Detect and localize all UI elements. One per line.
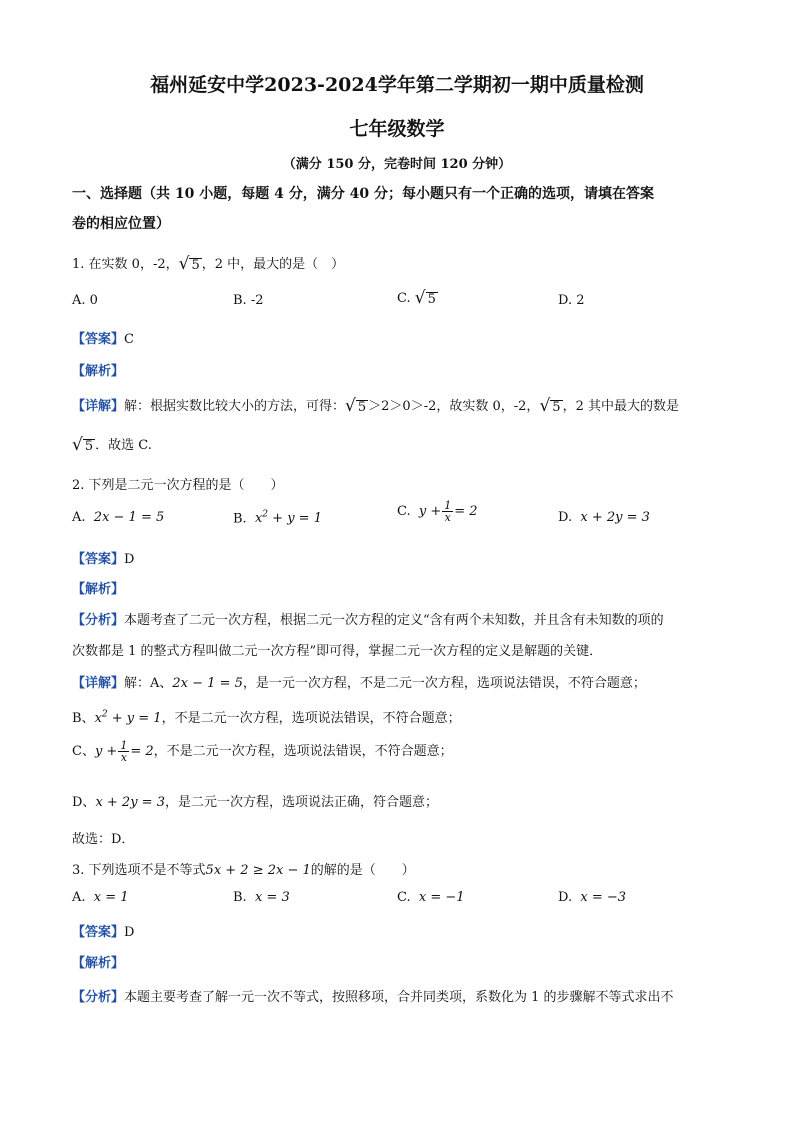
q2-conclusion: 故选：D．: [72, 832, 135, 847]
q1-detail-end: √ 5 ．故选 C.: [72, 435, 152, 455]
q2-detail-a: 【详解】解：A、2x − 1 = 5，是一元一次方程，不是二元一次方程，选项说法错误，不符合题意；: [72, 676, 646, 691]
q1-answer: 【答案】C: [72, 332, 134, 347]
q3-option-d: D. x = −3: [558, 890, 627, 905]
q2-option-b: B. $x^2 + y = 1$: [233, 510, 322, 527]
q1-option-a: A. 0: [72, 293, 98, 308]
q2-fenxi: 【分析】本题考查了二元一次方程，根据二元一次方程的定义“含有两个未知数，并且含有未知数的项的: [72, 613, 664, 628]
sqrt-symbol: √ 5: [178, 254, 200, 274]
q2-answer: 【答案】D: [72, 552, 135, 567]
q2-option-a: A. 2x − 1 = 5: [72, 510, 165, 525]
q3-fenxi: 【分析】本题主要考查了解一元一次不等式，按照移项，合并同类项，系数化为 1 的步骤解不等式求出不: [72, 990, 674, 1005]
section-heading: [72, 183, 654, 203]
sqrt-symbol: √ 5: [345, 396, 367, 416]
exam-note: （满分 150 分，完卷时间 120 分钟）: [282, 157, 512, 172]
sqrt-symbol: √ 5: [72, 435, 94, 455]
sqrt-symbol: √ 5: [414, 288, 436, 308]
q1-stem-text: 1. 在实数 0，-2，: [72, 257, 179, 272]
section-heading-line1: 一、选择题（共 10 小题，每题 4 分，满分 40 分；每小题只有一个正确的选项，请填在答案: [72, 186, 654, 202]
q3-answer: 【答案】D: [72, 925, 135, 940]
q3-stem: 3. 下列选项不是不等式5x + 2 ≥ 2x − 1的解的是（ ）: [72, 863, 415, 878]
q1-option-b: B. -2: [233, 293, 264, 308]
q1-detail: 【详解】解：根据实数比较大小的方法，可得： √ 5 ＞2＞0＞-2，故实数 0，-2， √ 5 ，2 其中最大的数是: [72, 396, 679, 416]
q2-fenxi-cont: 次数都是 1 的整式方程叫做二元一次方程”即可得，掌握二元一次方程的定义是解题的关键．: [72, 644, 603, 659]
q1-option-c: C. √ 5: [397, 288, 436, 308]
section-heading-line2: 卷的相应位置）: [72, 216, 170, 232]
q1-option-d: D. 2: [558, 293, 585, 308]
q3-option-a: A. x = 1: [72, 890, 129, 905]
q3-option-b: B. x = 3: [233, 890, 290, 905]
q2-detail-c: C、y + $\frac{1}{x}$ = 2，不是二元一次方程，选项说法错误，不符合题意；: [72, 739, 453, 764]
page-title: 福州延安中学2023-2024学年第二学期初一期中质量检测: [150, 74, 644, 96]
q2-option-c: C. y + $\frac{1}{x}$ = 2: [397, 499, 478, 524]
fraction: $\frac{1}{x}$: [444, 499, 452, 524]
q2-detail-b: B、$x^2 + y = 1$，不是二元一次方程，选项说法错误，不符合题意；: [72, 709, 461, 726]
q2-stem: 2. 下列是二元一次方程的是（ ）: [72, 478, 284, 493]
q2-analysis-label: 【解析】: [72, 582, 125, 597]
q1-stem: [72, 253, 344, 273]
q3-analysis-label: 【解析】: [72, 956, 125, 971]
page-subtitle: 七年级数学: [349, 118, 445, 140]
q1-analysis-label: 【解析】: [72, 364, 125, 379]
sqrt-symbol: √ 5: [539, 396, 561, 416]
q1-stem-text-end: ，2 中，最大的是（ ）: [201, 257, 345, 272]
q3-option-c: C. x = −1: [397, 890, 465, 905]
q2-detail-d: D、x + 2y = 3，是二元一次方程，选项说法正确，符合题意；: [72, 795, 438, 810]
fraction: $\frac{1}{x}$: [120, 739, 128, 764]
q2-option-d: D. x + 2y = 3: [558, 510, 650, 525]
